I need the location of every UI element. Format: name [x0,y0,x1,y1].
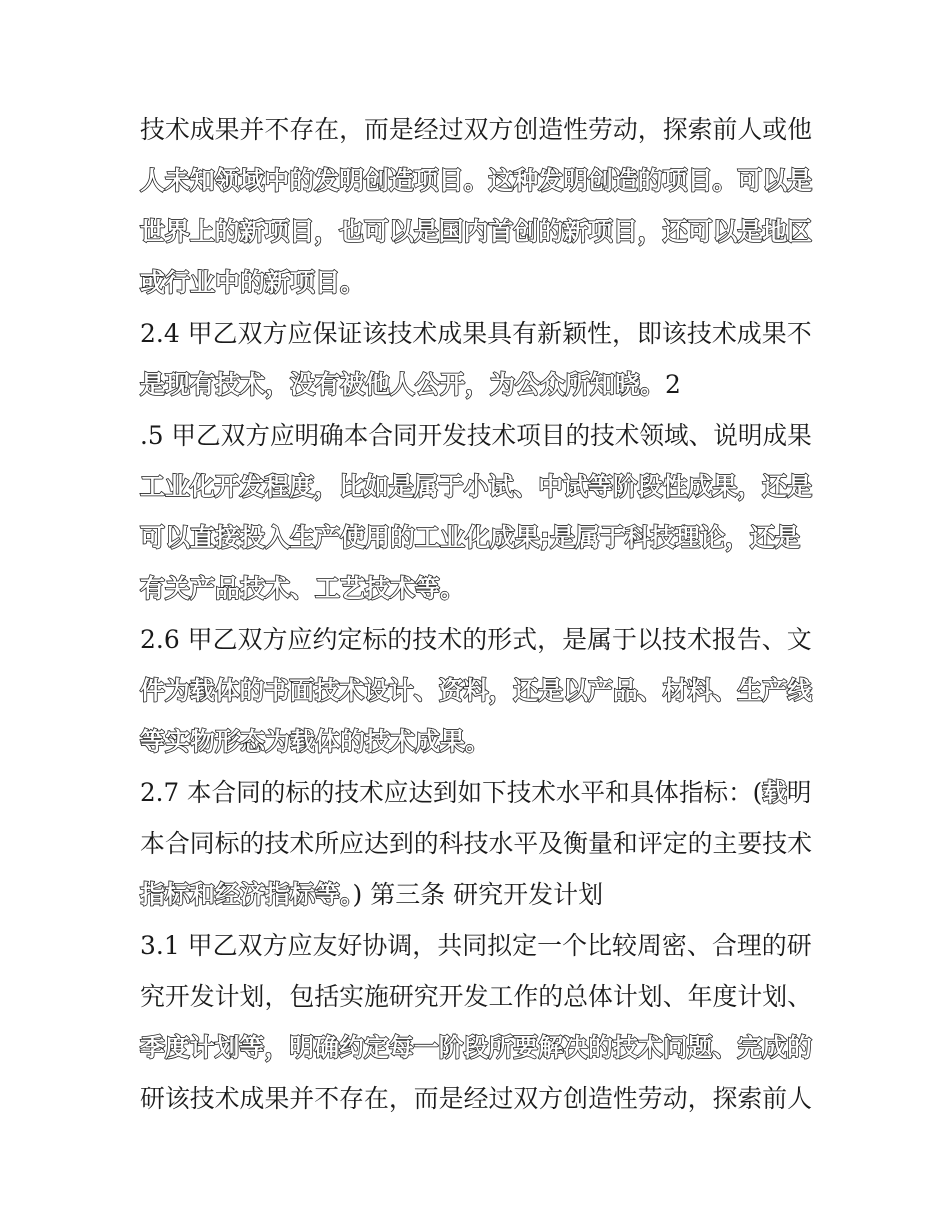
text-segment: 有关产品技术、工艺技术等。 [140,574,466,603]
text-segment: 本合同标的技术所应达到的科技水平及衡量和评定的主要技术 [140,829,813,858]
text-line [140,620,812,660]
text-segment: 或行业中的新项目。 [140,268,366,297]
text-segment: 2 [665,370,681,399]
text-segment: 指标和经济指标等。 [140,880,353,909]
text-segment: 究开发计划，包括实施研究开发工作的总体计划、年度计划、 [140,982,813,1011]
text-line [140,263,365,303]
text-line [140,212,812,252]
text-segment: 2.7 本合同的标的技术应达到如下技术水平和具体指标：( [140,778,763,807]
text-segment: 件为载体的书面技术设计、资料，还是以产品、材料、生产线 [140,676,813,705]
text-line [140,365,681,405]
text-line [140,926,812,966]
text-segment: 可以直接投入生产使用的工业化成果;是属于科技理论，还是 [140,523,800,552]
text-line [140,314,812,354]
text-line [140,773,812,813]
text-segment: 人未知领域中的发明创造项目。这种发明创造的项目。可以是 [140,166,813,195]
text-segment: 明 [786,778,812,807]
text-line [140,824,812,864]
text-segment: 载 [762,778,787,807]
text-segment: 3.1 甲乙双方应友好协调，共同拟定一个比较周密、合理的研 [140,931,812,960]
text-segment: 研该技术成果并不存在，而是经过双方创造性劳动，探索前人 [140,1084,813,1113]
text-segment: 技术成果并不存在，而是经过双方创造性劳动，探索前人或他 [140,115,813,144]
text-line [140,161,812,201]
text-line [140,722,490,762]
text-line [140,110,812,150]
text-segment: 工业化开发程度，比如是属于小试、中试等阶段性成果，还是 [140,472,813,501]
text-segment: 世界上的新项目，也可以是国内首创的新项目，还可以是地区 [140,217,813,246]
text-segment: 2.6 甲乙双方应约定标的技术的形式，是属于以技术报告、文 [140,625,812,654]
text-line [140,875,603,915]
text-segment: ) 第三条 研究开发计划 [352,880,604,909]
text-line [140,518,800,558]
text-segment: 2.4 甲乙双方应保证该技术成果具有新颖性，即该技术成果不 [140,319,812,348]
text-segment: 季度计划等，明确约定每一阶段所要解决的技术问题、完成的 [140,1033,813,1062]
text-segment: .5 甲乙双方应明确本合同开发技术项目的技术领域、说明成果 [140,421,812,450]
text-line [140,977,812,1017]
text-line [140,467,812,507]
text-line [140,569,465,609]
text-line [140,1028,812,1068]
text-segment: 是现有技术，没有被他人公开，为公众所知晓。 [140,370,666,399]
text-line [140,1079,812,1119]
text-line [140,416,812,456]
text-segment: 等实物形态为载体的技术成果。 [140,727,491,756]
text-line [140,671,812,711]
